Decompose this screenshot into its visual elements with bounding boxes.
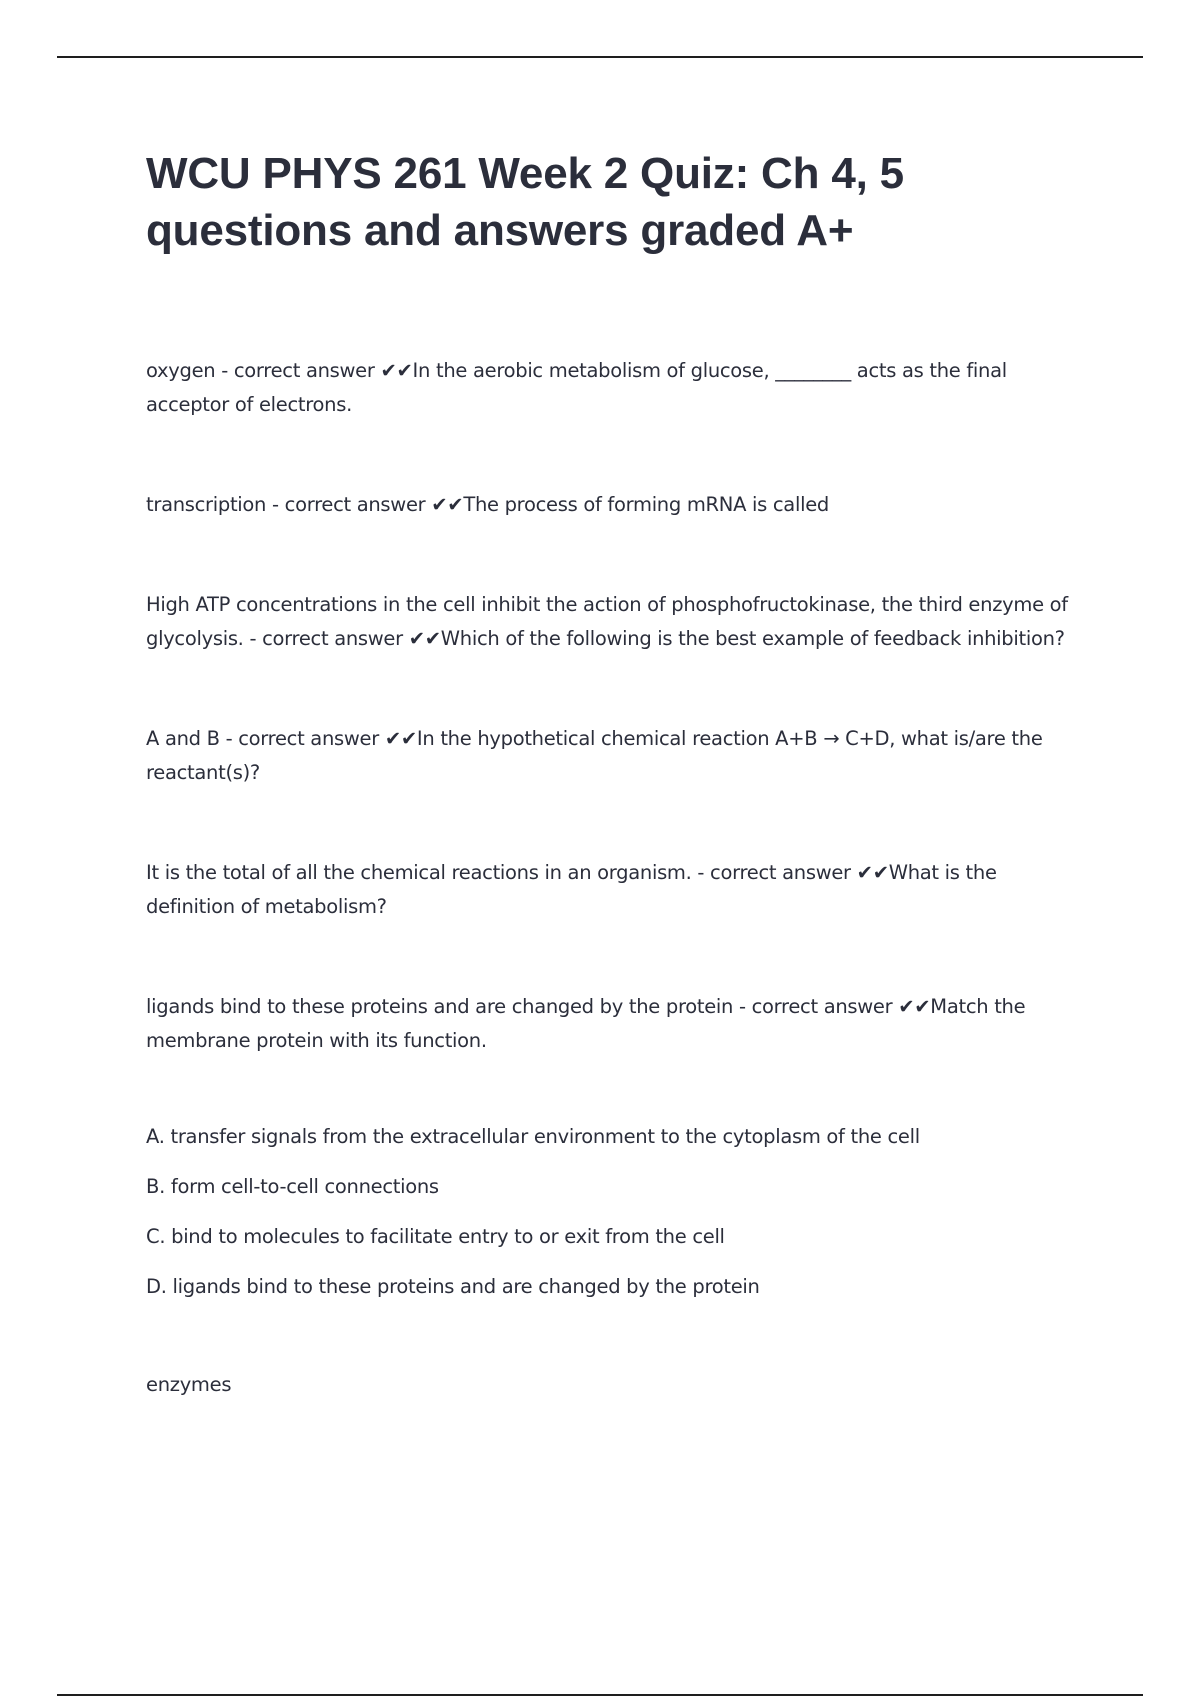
qa-item: oxygen - correct answer ✔✔In the aerobic metabolism of glucose, ________ acts as the final acceptor of electrons. — [146, 359, 1007, 416]
option-item: A. transfer signals from the extracellular environment to the cytoplasm of the cell — [146, 1125, 920, 1148]
option-item: B. form cell-to-cell connections — [146, 1175, 439, 1198]
qa-item: High ATP concentrations in the cell inhibit the action of phosphofructokinase, the third enzyme of glycolysis. - correct answer ✔✔Which of the following is the best example of feedback inhibition? — [146, 593, 1068, 650]
trailing-answer: enzymes — [146, 1373, 232, 1396]
top-rule — [57, 56, 1143, 58]
qa-item: It is the total of all the chemical reactions in an organism. - correct answer ✔✔What is the definition of metabolism? — [146, 861, 997, 918]
qa-item: A and B - correct answer ✔✔In the hypothetical chemical reaction A+B → C+D, what is/are the reactant(s)? — [146, 727, 1043, 784]
option-item: D. ligands bind to these proteins and are changed by the protein — [146, 1275, 760, 1298]
qa-item: ligands bind to these proteins and are changed by the protein - correct answer ✔✔Match the membrane protein with its function. — [146, 995, 1026, 1052]
options-list — [146, 1120, 1086, 1304]
qa-item: transcription - correct answer ✔✔The process of forming mRNA is called — [146, 493, 829, 516]
document-body — [146, 145, 1086, 1422]
option-item: C. bind to molecules to facilitate entry to or exit from the cell — [146, 1225, 725, 1248]
document-title: WCU PHYS 261 Week 2 Quiz: Ch 4, 5 questions and answers graded A+ — [146, 149, 904, 255]
qa-list — [146, 354, 1086, 1058]
bottom-rule — [57, 1694, 1143, 1696]
